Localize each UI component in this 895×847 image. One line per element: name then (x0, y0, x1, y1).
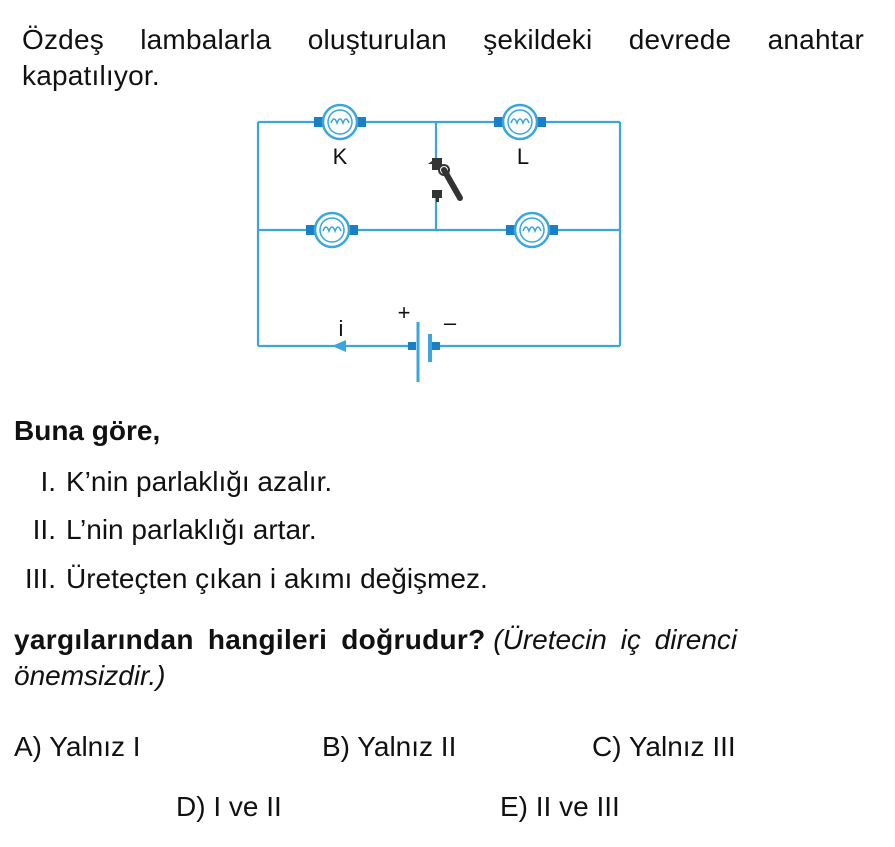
battery-plus-label: + (397, 300, 411, 325)
option-e[interactable]: E) II ve III (500, 791, 620, 822)
question-main: yargılarından hangileri doğrudur? (14, 624, 486, 655)
current-arrow-icon (332, 340, 346, 352)
statement-3 (0, 562, 488, 596)
statement-1 (0, 465, 332, 499)
battery-minus-label: – (443, 310, 457, 335)
statement-1-text: K’nin parlaklığı azalır. (66, 466, 333, 497)
current-label: i (338, 316, 344, 341)
battery-icon (408, 322, 440, 382)
statement-3-numeral: III. (24, 563, 56, 594)
statement-2 (0, 513, 317, 547)
circuit-diagram (240, 100, 640, 390)
question-text (14, 622, 864, 694)
intro-text: Özdeş lambalarla oluşturulan şekildeki devrede anahtar kapatılıyor. (22, 24, 864, 91)
lamp-k-label: K (332, 144, 348, 169)
lamp-l (494, 105, 546, 139)
lamp-k (314, 105, 366, 139)
lamp-bottom-right (506, 213, 558, 247)
switch-icon (428, 158, 460, 202)
statement-3-text: Üreteçten çıkan i akımı değişmez. (66, 563, 488, 594)
statement-1-numeral: I. (40, 466, 56, 497)
statement-2-numeral: II. (32, 514, 56, 545)
option-a[interactable]: A) Yalnız I (14, 731, 141, 762)
question-note: (Üretecin iç direnci önemsizdir.) (14, 624, 738, 691)
lamp-l-label: L (516, 144, 530, 169)
option-b[interactable]: B) Yalnız II (322, 731, 457, 762)
prompt-text: Buna göre, (14, 415, 161, 446)
statement-2-text: L’nin parlaklığı artar. (66, 514, 317, 545)
option-d[interactable]: D) I ve II (176, 791, 282, 822)
option-c[interactable]: C) Yalnız III (592, 731, 736, 762)
lamp-bottom-left (306, 213, 358, 247)
